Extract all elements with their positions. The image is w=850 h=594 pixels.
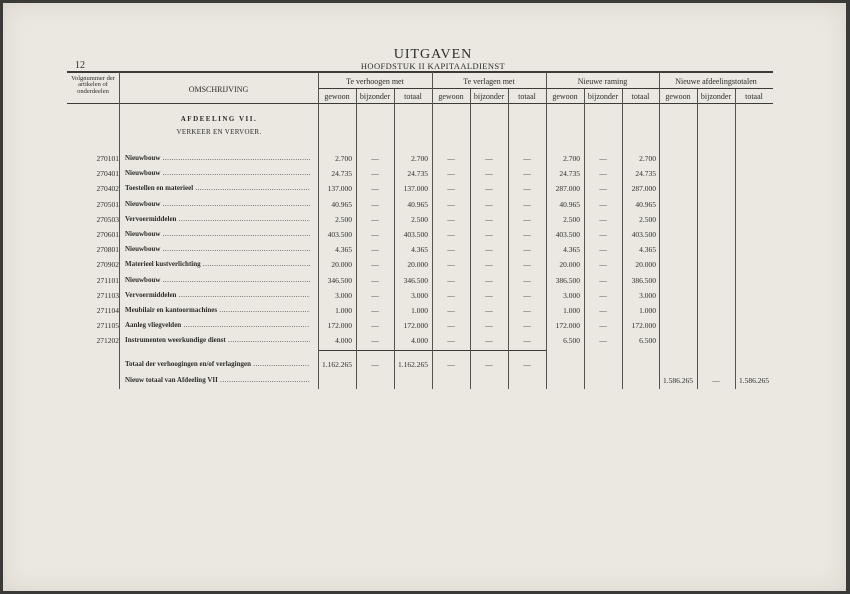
table-row: [3, 154, 846, 166]
cell-new-gewoon: 2.700: [563, 154, 580, 163]
cell-dec-bijzonder: —: [485, 230, 493, 239]
cell-new-bijzonder: —: [599, 169, 607, 179]
cell-new-totaal: 24.735: [635, 169, 656, 179]
cell-dec-totaal: —: [523, 336, 531, 346]
cell-dec-bijzonder: —: [485, 214, 493, 224]
header-sub-bijzonder: bijzonder: [473, 92, 505, 101]
cell-inc-totaal: 403.500: [403, 230, 428, 239]
article-number: 271105: [96, 321, 119, 331]
cell-dec-totaal: —: [523, 275, 531, 285]
table-row: [3, 200, 846, 212]
cell-inc-gewoon: 2.700: [335, 154, 352, 163]
cell-inc-bijzonder: —: [371, 199, 379, 209]
cell-dec-bijzonder: —: [485, 290, 493, 300]
cell-inc-bijzonder: —: [371, 184, 379, 194]
cell-new-bijzonder: —: [599, 154, 607, 163]
cell-inc-totaal: 4.365: [411, 245, 428, 255]
totals-inc-bijzonder: —: [371, 360, 379, 369]
cell-new-bijzonder: —: [599, 306, 607, 315]
header-sub-bijzonder: bijzonder: [700, 92, 732, 101]
top-rule: [67, 71, 773, 73]
header-sub-bijzonder: bijzonder: [587, 92, 619, 101]
cell-inc-gewoon: 40.965: [331, 199, 352, 209]
header-number: Volgnummer der artikelen of onderdeelen: [71, 75, 115, 95]
totals-dec-totaal: —: [523, 360, 531, 369]
header-bottom-rule: [67, 103, 773, 104]
cell-inc-gewoon: 4.365: [335, 245, 352, 255]
cell-inc-gewoon: 137.000: [327, 184, 352, 194]
article-description: Instrumenten weerkundige dienst .....: [125, 336, 310, 344]
totals-inc-gewoon: 1.162.265: [322, 360, 352, 369]
cell-dec-bijzonder: —: [485, 154, 493, 163]
cell-dec-gewoon: —: [447, 275, 455, 285]
article-description: Nieuwbouw .....: [125, 230, 310, 238]
cell-dec-gewoon: —: [447, 260, 455, 270]
header-group-decrease: Te verlagen met: [463, 77, 515, 86]
cell-dec-totaal: —: [523, 230, 531, 239]
cell-inc-bijzonder: —: [371, 214, 379, 224]
cell-inc-gewoon: 1.000: [335, 306, 352, 315]
cell-dec-gewoon: —: [447, 336, 455, 346]
header-group-new-totals: Nieuwe afdeelingstotalen: [675, 77, 757, 86]
cell-new-gewoon: 20.000: [559, 260, 580, 270]
cell-dec-gewoon: —: [447, 184, 455, 194]
header-group-increase: Te verhoogen met: [346, 77, 404, 86]
cell-new-bijzonder: —: [599, 245, 607, 255]
article-description: Toestellen en materieel .....: [125, 184, 310, 192]
new-total-bijzonder: —: [712, 376, 720, 385]
table-row: [3, 276, 846, 288]
article-number: 270801: [96, 245, 119, 255]
article-description: Vervoermiddelen .....: [125, 215, 310, 223]
cell-dec-gewoon: —: [447, 169, 455, 179]
cell-new-totaal: 2.500: [639, 214, 656, 224]
article-number: 270902: [96, 260, 119, 270]
cell-new-bijzonder: —: [599, 321, 607, 331]
cell-dec-totaal: —: [523, 290, 531, 300]
cell-inc-totaal: 2.700: [411, 154, 428, 163]
cell-new-totaal: 1.000: [639, 306, 656, 315]
cell-dec-gewoon: —: [447, 154, 455, 163]
article-description: Meubilair en kantoormachines .....: [125, 306, 310, 314]
cell-new-totaal: 2.700: [639, 154, 656, 163]
cell-inc-bijzonder: —: [371, 321, 379, 331]
totals-row: [3, 360, 846, 372]
table-row: [3, 245, 846, 257]
cell-inc-gewoon: 24.735: [331, 169, 352, 179]
article-number: 270503: [96, 214, 119, 224]
cell-inc-bijzonder: —: [371, 336, 379, 346]
cell-new-gewoon: 3.000: [563, 290, 580, 300]
cell-inc-totaal: 346.500: [403, 275, 428, 285]
cell-dec-bijzonder: —: [485, 260, 493, 270]
cell-dec-totaal: —: [523, 321, 531, 331]
cell-inc-gewoon: 346.500: [327, 275, 352, 285]
table-row: [3, 169, 846, 181]
article-number: 270501: [96, 199, 119, 209]
cell-inc-totaal: 24.735: [407, 169, 428, 179]
table-row: [3, 321, 846, 333]
article-description: Nieuwbouw .....: [125, 276, 310, 284]
cell-dec-totaal: —: [523, 184, 531, 194]
cell-new-totaal: 6.500: [639, 336, 656, 346]
totals-dec-gewoon: —: [447, 360, 455, 369]
table-row: [3, 336, 846, 348]
cell-inc-bijzonder: —: [371, 230, 379, 239]
cell-inc-bijzonder: —: [371, 169, 379, 179]
cell-inc-bijzonder: —: [371, 290, 379, 300]
new-total-gewoon: 1.586.265: [663, 376, 693, 385]
cell-dec-bijzonder: —: [485, 306, 493, 315]
cell-inc-totaal: 3.000: [411, 290, 428, 300]
document-page: [3, 3, 846, 591]
table-row: [3, 260, 846, 272]
cell-new-bijzonder: —: [599, 336, 607, 346]
cell-inc-gewoon: 2.500: [335, 214, 352, 224]
cell-new-totaal: 4.365: [639, 245, 656, 255]
article-description: Nieuwbouw .....: [125, 169, 310, 177]
new-total-totaal: 1.586.265: [739, 376, 769, 385]
cell-new-totaal: 40.965: [635, 199, 656, 209]
totals-inc-totaal: 1.162.265: [398, 360, 428, 369]
article-number: 271104: [96, 306, 119, 315]
totals-label: Totaal der verhoogingen en/of verlagingen .....: [125, 360, 310, 368]
cell-new-totaal: 386.500: [631, 275, 656, 285]
cell-new-totaal: 403.500: [631, 230, 656, 239]
table-row: [3, 215, 846, 227]
cell-dec-gewoon: —: [447, 321, 455, 331]
page-subtitle: HOOFDSTUK II KAPITAALDIENST: [360, 61, 506, 71]
cell-inc-totaal: 1.000: [411, 306, 428, 315]
header-sub-totaal: totaal: [518, 92, 536, 101]
article-description: Nieuwbouw .....: [125, 245, 310, 253]
header-sub-gewoon: gewoon: [552, 92, 578, 101]
cell-dec-gewoon: —: [447, 290, 455, 300]
cell-new-totaal: 20.000: [635, 260, 656, 270]
cell-dec-bijzonder: —: [485, 336, 493, 346]
cell-new-gewoon: 4.365: [563, 245, 580, 255]
table-row: [3, 184, 846, 196]
cell-dec-totaal: —: [523, 169, 531, 179]
article-number: 270401: [96, 169, 119, 179]
table-row: [3, 230, 846, 242]
cell-new-bijzonder: —: [599, 230, 607, 239]
article-description: Nieuwbouw .....: [125, 154, 310, 162]
cell-inc-totaal: 2.500: [411, 214, 428, 224]
cell-new-bijzonder: —: [599, 184, 607, 194]
header-sub-totaal: totaal: [745, 92, 763, 101]
cell-new-gewoon: 287.000: [555, 184, 580, 194]
article-number: 271103: [96, 290, 119, 300]
cell-dec-totaal: —: [523, 154, 531, 163]
cell-new-gewoon: 386.500: [555, 275, 580, 285]
header-sub-gewoon: gewoon: [438, 92, 464, 101]
cell-dec-bijzonder: —: [485, 184, 493, 194]
section-title: AFDEELING VII.: [180, 115, 258, 123]
cell-inc-gewoon: 403.500: [327, 230, 352, 239]
cell-dec-gewoon: —: [447, 306, 455, 315]
cell-inc-bijzonder: —: [371, 275, 379, 285]
cell-dec-gewoon: —: [447, 214, 455, 224]
cell-inc-gewoon: 4.000: [335, 336, 352, 346]
cell-new-gewoon: 172.000: [555, 321, 580, 331]
cell-inc-gewoon: 172.000: [327, 321, 352, 331]
cell-dec-gewoon: —: [447, 245, 455, 255]
article-description: Nieuwbouw .....: [125, 200, 310, 208]
article-number: 271202: [96, 336, 119, 346]
page-title: UITGAVEN: [393, 47, 473, 62]
cell-inc-bijzonder: —: [371, 154, 379, 163]
header-sub-bijzonder: bijzonder: [359, 92, 391, 101]
cell-new-bijzonder: —: [599, 290, 607, 300]
cell-inc-bijzonder: —: [371, 245, 379, 255]
cell-new-gewoon: 1.000: [563, 306, 580, 315]
header-sub-gewoon: gewoon: [665, 92, 691, 101]
cell-dec-totaal: —: [523, 306, 531, 315]
article-description: Aanleg vliegvelden .....: [125, 321, 310, 329]
cell-new-gewoon: 40.965: [559, 199, 580, 209]
cell-dec-totaal: —: [523, 214, 531, 224]
table-row: [3, 306, 846, 318]
article-number: 270601: [96, 230, 119, 239]
header-sub-totaal: totaal: [631, 92, 650, 101]
cell-new-gewoon: 6.500: [563, 336, 580, 346]
cell-new-bijzonder: —: [599, 260, 607, 270]
cell-inc-totaal: 172.000: [403, 321, 428, 331]
article-number: 270101: [96, 154, 119, 163]
table-row: [3, 291, 846, 303]
cell-dec-bijzonder: —: [485, 199, 493, 209]
header-sub-gewoon: gewoon: [324, 92, 350, 101]
totals-dec-bijzonder: —: [485, 360, 493, 369]
cell-inc-totaal: 137.000: [403, 184, 428, 194]
cell-new-gewoon: 2.500: [563, 214, 580, 224]
cell-new-bijzonder: —: [599, 275, 607, 285]
cell-inc-totaal: 20.000: [407, 260, 428, 270]
new-total-row: [3, 376, 846, 388]
cell-inc-totaal: 4.000: [411, 336, 428, 346]
cell-new-totaal: 172.000: [631, 321, 656, 331]
cell-new-totaal: 287.000: [631, 184, 656, 194]
cell-dec-totaal: —: [523, 260, 531, 270]
cell-dec-bijzonder: —: [485, 275, 493, 285]
cell-dec-gewoon: —: [447, 230, 455, 239]
cell-new-gewoon: 403.500: [555, 230, 580, 239]
section-subtitle: VERKEER EN VERVOER.: [176, 128, 262, 136]
cell-inc-bijzonder: —: [371, 260, 379, 270]
cell-inc-bijzonder: —: [371, 306, 379, 315]
page-number: 12: [75, 60, 85, 71]
article-description: Vervoermiddelen .....: [125, 291, 310, 299]
cell-new-bijzonder: —: [599, 199, 607, 209]
cell-dec-bijzonder: —: [485, 321, 493, 331]
article-description: Materieel kustverlichting .....: [125, 260, 310, 268]
cell-new-bijzonder: —: [599, 214, 607, 224]
header-group-new-estimate: Nieuwe raming: [577, 77, 628, 86]
cell-inc-gewoon: 3.000: [335, 290, 352, 300]
article-number: 271101: [96, 275, 119, 285]
cell-dec-totaal: —: [523, 199, 531, 209]
article-number: 270402: [96, 184, 119, 194]
cell-new-gewoon: 24.735: [559, 169, 580, 179]
header-description: OMSCHRIJVING: [188, 85, 249, 94]
cell-inc-totaal: 40.965: [407, 199, 428, 209]
cell-new-totaal: 3.000: [639, 290, 656, 300]
header-sub-totaal: totaal: [404, 92, 422, 101]
cell-dec-bijzonder: —: [485, 169, 493, 179]
cell-dec-gewoon: —: [447, 199, 455, 209]
cell-dec-bijzonder: —: [485, 245, 493, 255]
cell-inc-gewoon: 20.000: [331, 260, 352, 270]
new-total-label: Nieuw totaal van Afdeeling VII .....: [125, 376, 310, 384]
cell-dec-totaal: —: [523, 245, 531, 255]
